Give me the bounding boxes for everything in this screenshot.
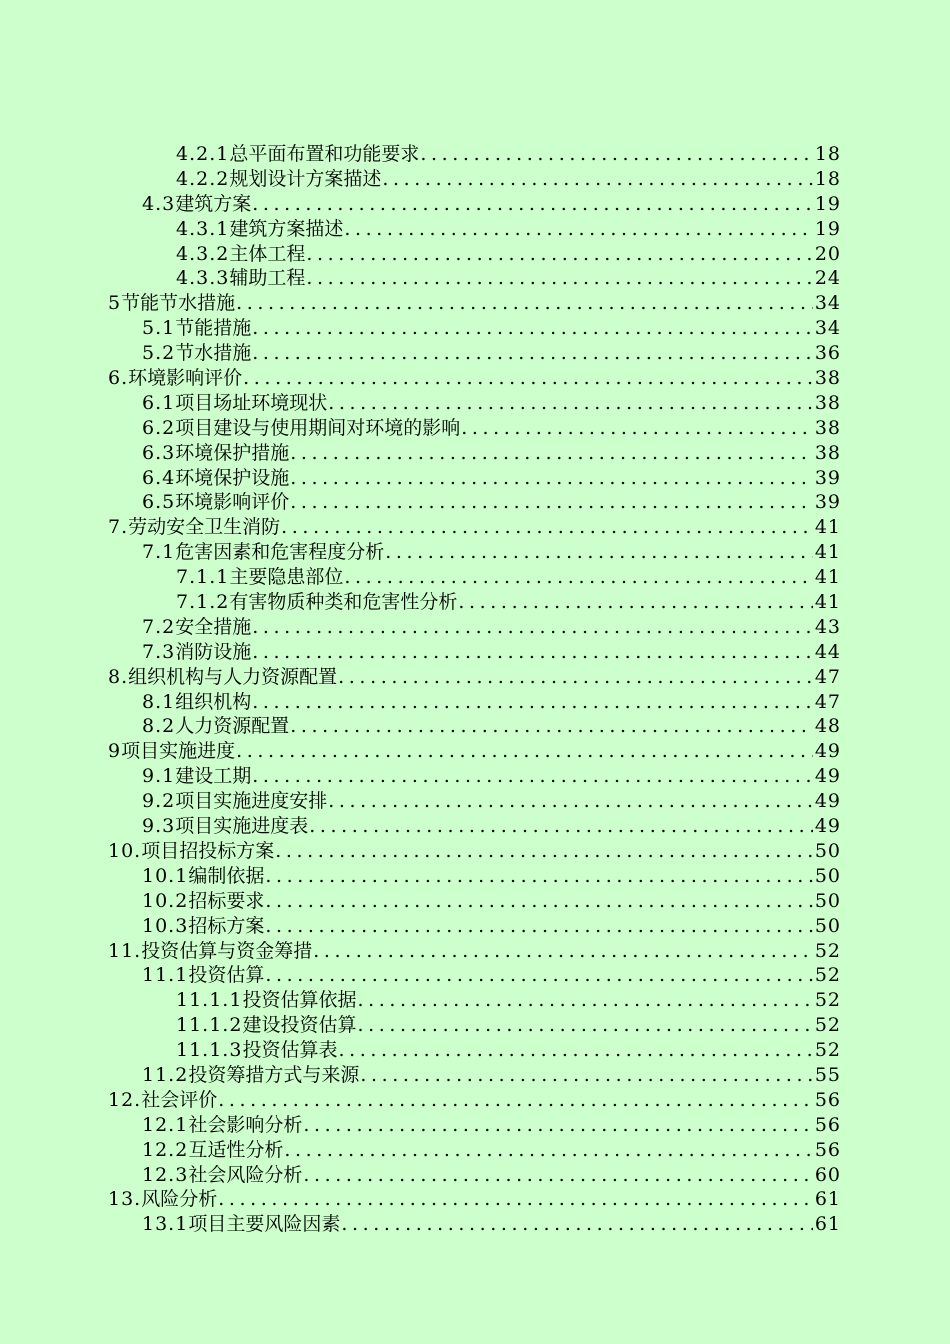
toc-page-number: 52 [814, 989, 841, 1012]
toc-entry[interactable] [108, 1063, 841, 1088]
toc-entry-number: 9.1 [142, 765, 176, 788]
toc-dot-leader [252, 341, 813, 366]
toc-dot-leader [284, 1138, 812, 1163]
toc-entry-number: 4.3.3 [176, 267, 230, 290]
toc-entry-number: 6.3 [142, 441, 176, 464]
toc-entry-title [142, 316, 251, 341]
toc-entry-number: 11.1.1 [176, 989, 243, 1012]
toc-entry-number: 5.2 [142, 342, 176, 365]
toc-entry-text: 规划设计方案描述 [229, 167, 382, 190]
toc-entry[interactable] [108, 963, 841, 988]
toc-entry-text: 节能节水措施 [121, 292, 236, 315]
toc-page-number: 56 [814, 1113, 841, 1136]
toc-entry-text: 劳动安全卫生消防 [128, 516, 281, 539]
toc-entry[interactable] [108, 1138, 841, 1163]
toc-entry[interactable] [108, 217, 841, 242]
toc-entry-number: 9.3 [142, 815, 176, 838]
toc-entry-text: 社会影响分析 [188, 1113, 303, 1136]
toc-page-number: 50 [814, 839, 841, 862]
toc-dot-leader [385, 540, 813, 565]
toc-entry-number: 11.1 [142, 964, 189, 987]
toc-entry[interactable] [108, 316, 841, 341]
toc-entry-number: 7.1.1 [176, 566, 230, 589]
toc-entry-text: 建设投资估算 [242, 1014, 357, 1037]
toc-entry-title [142, 341, 251, 366]
toc-entry-title [142, 490, 289, 515]
toc-dot-leader [281, 515, 813, 540]
toc-page-number: 34 [814, 317, 841, 340]
toc-entry[interactable] [108, 615, 841, 640]
toc-entry-text: 项目实施进度安排 [175, 790, 328, 813]
toc-entry[interactable] [108, 540, 841, 565]
toc-entry-number: 10.2 [142, 889, 189, 912]
toc-entry-title [108, 665, 337, 690]
toc-page-number: 41 [814, 541, 841, 564]
toc-entry-text: 安全措施 [175, 615, 252, 638]
toc-entry-text: 建筑方案描述 [229, 217, 344, 240]
toc-entry[interactable] [108, 391, 841, 416]
toc-entry-text: 招标方案 [188, 914, 265, 937]
toc-dot-leader [218, 1187, 813, 1212]
toc-page-number: 41 [814, 591, 841, 614]
toc-entry-number: 12.2 [142, 1138, 189, 1161]
toc-page-number: 56 [814, 1138, 841, 1161]
toc-entry[interactable] [108, 167, 841, 192]
toc-page-number: 19 [814, 217, 841, 240]
toc-dot-leader [265, 889, 812, 914]
toc-entry[interactable] [108, 341, 841, 366]
toc-entry-title [176, 142, 419, 167]
toc-page-number: 49 [814, 790, 841, 813]
toc-entry-number: 4.3.2 [176, 242, 230, 265]
toc-entry-number: 6.4 [142, 466, 176, 489]
toc-entry-title [176, 167, 381, 192]
toc-entry-number: 5.1 [142, 317, 176, 340]
toc-entry-text: 环境影响评价 [175, 491, 290, 514]
toc-page-number: 19 [814, 192, 841, 215]
toc-entry-title [142, 466, 289, 491]
toc-entry-number: 5 [108, 292, 122, 315]
toc-dot-leader [357, 988, 812, 1013]
toc-entry-title [108, 739, 235, 764]
toc-dot-leader [461, 416, 813, 441]
toc-page-number: 60 [814, 1163, 841, 1186]
toc-dot-leader [243, 366, 813, 391]
toc-entry-text: 项目实施进度 [121, 740, 236, 763]
toc-entry-text: 项目实施进度表 [175, 815, 309, 838]
toc-entry-text: 风险分析 [141, 1188, 218, 1211]
toc-dot-leader [265, 914, 812, 939]
toc-entry-title [142, 789, 327, 814]
toc-entry[interactable] [108, 416, 841, 441]
toc-entry-number: 4.3 [142, 192, 176, 215]
toc-page-number: 47 [814, 665, 841, 688]
toc-dot-leader [290, 490, 813, 515]
toc-entry-text: 环境影响评价 [128, 367, 243, 390]
toc-entry-title [142, 416, 460, 441]
toc-entry-text: 建筑方案 [175, 192, 252, 215]
toc-dot-leader [252, 764, 813, 789]
toc-entry-title [176, 988, 356, 1013]
toc-page-number: 49 [814, 765, 841, 788]
toc-entry-title [142, 640, 251, 665]
toc-entry[interactable] [108, 515, 841, 540]
toc-entry-title [176, 1013, 356, 1038]
toc-dot-leader [344, 565, 812, 590]
toc-entry-text: 人力资源配置 [175, 715, 290, 738]
toc-entry-number: 7. [108, 516, 129, 539]
toc-entry-number: 6.1 [142, 391, 176, 414]
toc-entry-text: 编制依据 [188, 864, 265, 887]
toc-page-number: 50 [814, 864, 841, 887]
toc-dot-leader [252, 192, 813, 217]
toc-entry-number: 8. [108, 665, 129, 688]
toc-entry-number: 10.3 [142, 914, 189, 937]
toc-dot-leader [252, 615, 813, 640]
toc-page-number: 52 [814, 964, 841, 987]
toc-entry-text: 主要隐患部位 [229, 566, 344, 589]
toc-entry-text: 消防设施 [175, 640, 252, 663]
toc-entry-number: 11. [108, 939, 142, 962]
toc-entry-text: 组织机构与人力资源配置 [128, 665, 338, 688]
toc-entry-title [108, 366, 242, 391]
toc-entry-number: 13. [108, 1188, 142, 1211]
table-of-contents [108, 142, 841, 1237]
toc-page-number: 44 [814, 640, 841, 663]
toc-page-number: 61 [814, 1188, 841, 1211]
toc-entry-title [142, 192, 251, 217]
toc-entry-title [176, 1038, 337, 1063]
toc-dot-leader [328, 789, 813, 814]
toc-entry-title [142, 540, 384, 565]
toc-entry[interactable] [108, 764, 841, 789]
toc-entry[interactable] [108, 1187, 841, 1212]
toc-entry[interactable] [108, 266, 841, 291]
toc-page-number: 47 [814, 690, 841, 713]
toc-entry[interactable] [108, 565, 841, 590]
toc-entry[interactable] [108, 1013, 841, 1038]
toc-entry-title [142, 391, 327, 416]
toc-dot-leader [344, 217, 812, 242]
toc-entry[interactable] [108, 1038, 841, 1063]
toc-dot-leader [357, 1013, 812, 1038]
toc-entry-number: 6. [108, 367, 129, 390]
toc-dot-leader [303, 1163, 812, 1188]
toc-entry[interactable] [108, 739, 841, 764]
toc-page-number: 56 [814, 1088, 841, 1111]
toc-entry-number: 4.2.2 [176, 167, 230, 190]
toc-entry[interactable] [108, 291, 841, 316]
toc-dot-leader [306, 242, 812, 267]
toc-entry-number: 8.1 [142, 690, 176, 713]
toc-page-number: 49 [814, 740, 841, 763]
toc-entry-title [142, 1212, 340, 1237]
toc-entry-text: 组织机构 [175, 690, 252, 713]
toc-dot-leader [313, 939, 813, 964]
toc-entry-text: 主体工程 [229, 242, 306, 265]
toc-entry[interactable] [108, 889, 841, 914]
toc-entry-title [142, 441, 289, 466]
toc-entry-text: 建设工期 [175, 765, 252, 788]
toc-entry[interactable] [108, 1088, 841, 1113]
toc-entry[interactable] [108, 814, 841, 839]
toc-entry[interactable] [108, 590, 841, 615]
toc-dot-leader [290, 441, 813, 466]
toc-entry-number: 13.1 [142, 1213, 189, 1236]
toc-entry-text: 投资估算表 [242, 1039, 338, 1062]
toc-entry-number: 12. [108, 1088, 142, 1111]
toc-page-number: 61 [814, 1213, 841, 1236]
toc-page-number: 52 [814, 939, 841, 962]
toc-entry-number: 12.3 [142, 1163, 189, 1186]
toc-entry[interactable] [108, 192, 841, 217]
toc-dot-leader [382, 167, 812, 192]
toc-entry-title [108, 1187, 217, 1212]
toc-entry-title [176, 217, 343, 242]
toc-dot-leader [360, 1063, 812, 1088]
toc-page-number: 38 [814, 367, 841, 390]
toc-page-number: 48 [814, 715, 841, 738]
toc-entry-number: 8.2 [142, 715, 176, 738]
toc-page-number: 24 [814, 267, 841, 290]
toc-entry-text: 互适性分析 [188, 1138, 284, 1161]
toc-entry-title [108, 839, 274, 864]
toc-entry[interactable] [108, 988, 841, 1013]
toc-entry[interactable] [108, 864, 841, 889]
toc-entry-title [142, 690, 251, 715]
toc-entry-number: 12.1 [142, 1113, 189, 1136]
toc-page-number: 36 [814, 342, 841, 365]
toc-dot-leader [236, 739, 813, 764]
toc-entry[interactable] [108, 914, 841, 939]
toc-entry-number: 7.1 [142, 541, 176, 564]
toc-entry-text: 招标要求 [188, 889, 265, 912]
toc-entry-number: 7.1.2 [176, 591, 230, 614]
toc-entry[interactable] [108, 714, 841, 739]
toc-entry-title [142, 1138, 283, 1163]
toc-entry-number: 9.2 [142, 790, 176, 813]
toc-entry[interactable] [108, 939, 841, 964]
toc-entry-text: 环境保护设施 [175, 466, 290, 489]
toc-entry-title [142, 1063, 359, 1088]
toc-page-number: 55 [814, 1063, 841, 1086]
toc-entry-text: 投资估算依据 [242, 989, 357, 1012]
toc-entry[interactable] [108, 839, 841, 864]
toc-dot-leader [309, 814, 813, 839]
toc-page-number: 50 [814, 914, 841, 937]
toc-entry[interactable] [108, 242, 841, 267]
toc-entry-title [176, 590, 457, 615]
toc-entry-title [142, 963, 264, 988]
toc-entry[interactable] [108, 441, 841, 466]
toc-entry-title [176, 565, 343, 590]
toc-dot-leader [265, 963, 812, 988]
toc-dot-leader [252, 640, 813, 665]
toc-entry-title [142, 1163, 302, 1188]
toc-entry-text: 项目招投标方案 [141, 839, 275, 862]
toc-dot-leader [265, 864, 812, 889]
toc-entry-text: 节能措施 [175, 317, 252, 340]
toc-page-number: 39 [814, 466, 841, 489]
toc-page-number: 38 [814, 416, 841, 439]
toc-entry-text: 总平面布置和功能要求 [229, 143, 420, 165]
toc-entry-number: 10. [108, 839, 142, 862]
toc-entry[interactable] [108, 1163, 841, 1188]
toc-entry-text: 有害物质种类和危害性分析 [229, 591, 458, 614]
toc-entry-text: 环境保护措施 [175, 441, 290, 464]
toc-page-number: 41 [814, 566, 841, 589]
toc-dot-leader [218, 1088, 813, 1113]
toc-entry-title [176, 266, 305, 291]
toc-entry-text: 节水措施 [175, 342, 252, 365]
toc-entry-title [108, 939, 312, 964]
toc-entry-title [142, 914, 264, 939]
toc-entry-text: 项目主要风险因素 [188, 1213, 341, 1236]
toc-entry[interactable] [108, 1212, 841, 1237]
toc-entry-text: 投资估算与资金筹措 [141, 939, 313, 962]
toc-dot-leader [420, 142, 812, 167]
toc-dot-leader [303, 1113, 812, 1138]
toc-entry[interactable] [108, 490, 841, 515]
toc-entry[interactable] [108, 1113, 841, 1138]
toc-page-number: 18 [814, 167, 841, 190]
toc-page-number: 52 [814, 1039, 841, 1062]
toc-page-number: 41 [814, 516, 841, 539]
toc-entry-title [176, 242, 305, 267]
toc-dot-leader [458, 590, 812, 615]
toc-dot-leader [338, 1038, 812, 1063]
toc-dot-leader [236, 291, 813, 316]
toc-entry-title [142, 1113, 302, 1138]
toc-entry-title [142, 889, 264, 914]
toc-dot-leader [252, 316, 813, 341]
toc-entry-text: 社会风险分析 [188, 1163, 303, 1186]
toc-dot-leader [252, 690, 813, 715]
toc-entry-text: 危害因素和危害程度分析 [175, 541, 385, 564]
toc-entry-number: 4.3.1 [176, 217, 230, 240]
toc-entry-number: 10.1 [142, 864, 189, 887]
toc-entry-number: 6.2 [142, 416, 176, 439]
toc-entry-number: 9 [108, 740, 122, 763]
toc-entry-text: 项目建设与使用期间对环境的影响 [175, 416, 461, 439]
toc-entry-number: 4.2.1 [176, 143, 230, 165]
toc-entry-number: 7.3 [142, 640, 176, 663]
toc-entry-title [142, 615, 251, 640]
toc-page-number: 18 [814, 143, 841, 165]
toc-entry[interactable] [108, 690, 841, 715]
toc-entry-text: 辅助工程 [229, 267, 306, 290]
toc-dot-leader [341, 1212, 812, 1237]
toc-page-number: 34 [814, 292, 841, 315]
toc-entry[interactable] [108, 466, 841, 491]
toc-entry-title [142, 764, 251, 789]
toc-entry-title [142, 864, 264, 889]
toc-entry-number: 11.2 [142, 1063, 189, 1086]
toc-entry[interactable] [108, 640, 841, 665]
toc-entry[interactable] [108, 142, 841, 167]
toc-entry-title [108, 1088, 217, 1113]
toc-entry[interactable] [108, 665, 841, 690]
toc-entry-title [142, 814, 308, 839]
toc-entry-text: 投资筹措方式与来源 [188, 1063, 360, 1086]
toc-entry-number: 7.2 [142, 615, 176, 638]
toc-dot-leader [338, 665, 813, 690]
toc-entry-text: 项目场址环境现状 [175, 391, 328, 414]
toc-page-number: 50 [814, 889, 841, 912]
toc-dot-leader [306, 266, 812, 291]
toc-page-number: 43 [814, 615, 841, 638]
toc-dot-leader [290, 714, 813, 739]
toc-entry-number: 11.1.3 [176, 1039, 243, 1062]
toc-dot-leader [290, 466, 813, 491]
toc-page-number: 52 [814, 1014, 841, 1037]
toc-dot-leader [275, 839, 813, 864]
toc-page-number: 38 [814, 391, 841, 414]
toc-entry-text: 投资估算 [188, 964, 265, 987]
toc-entry-text: 社会评价 [141, 1088, 218, 1111]
toc-entry-title [108, 291, 235, 316]
toc-entry-number: 11.1.2 [176, 1014, 243, 1037]
toc-entry[interactable] [108, 366, 841, 391]
toc-entry-title [142, 714, 289, 739]
toc-entry[interactable] [108, 789, 841, 814]
toc-entry-number: 6.5 [142, 491, 176, 514]
toc-page-number: 49 [814, 815, 841, 838]
toc-page-number: 20 [814, 242, 841, 265]
toc-dot-leader [328, 391, 813, 416]
toc-page-number: 39 [814, 491, 841, 514]
toc-entry-title [108, 515, 280, 540]
toc-page-number: 38 [814, 441, 841, 464]
